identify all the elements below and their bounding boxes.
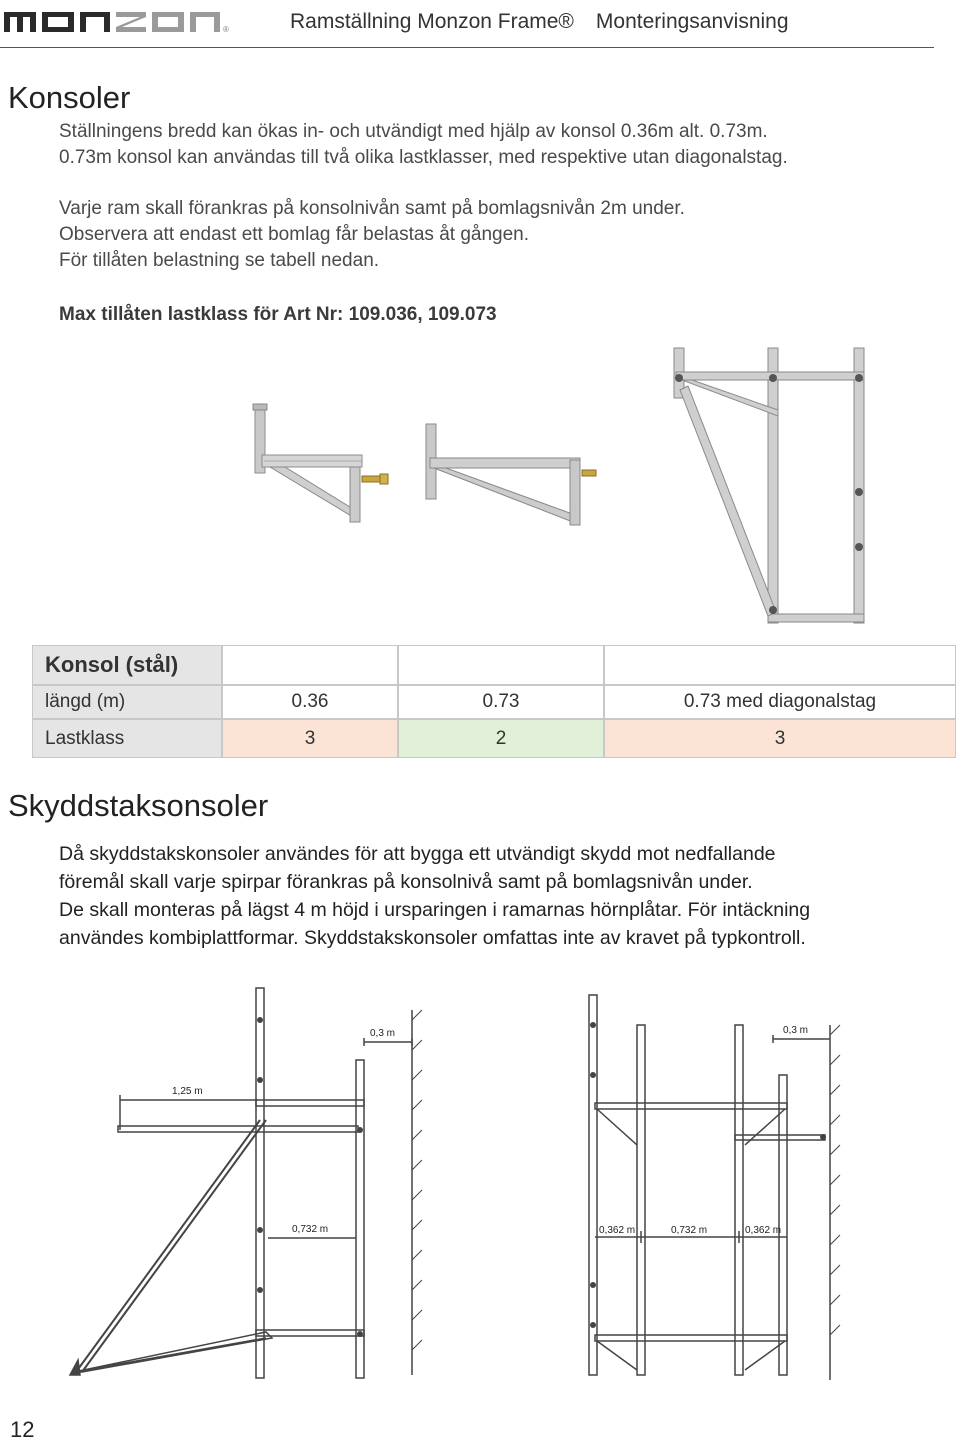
dim-label: 0,3 m	[370, 1028, 396, 1039]
text-line: Observera att endast ett bomlag får belastas åt gången.	[59, 224, 530, 245]
table-cell: 0.73 med diagonalstag	[604, 685, 956, 719]
text-line: De skall monteras på lägst 4 m höjd i ursparingen i ramarnas hörnplåtar. För intäckning	[59, 899, 811, 921]
dim-label: 0,732 m	[292, 1224, 329, 1235]
skyddstak-drawing-left	[60, 980, 450, 1380]
skyddstak-paragraph	[59, 840, 959, 952]
document-title	[290, 10, 789, 34]
header-divider	[0, 47, 934, 48]
text-line: 0.73m konsol kan användas till två olika lastklasser, med respektive utan diagonalstag.	[59, 147, 788, 168]
text-line: Då skyddstakskonsoler användes för att bygga ett utvändigt skydd mot nedfallande	[59, 843, 776, 865]
table-cell: 2	[398, 719, 604, 758]
dim-label: 0,3 m	[783, 1025, 809, 1036]
table-header-empty	[222, 645, 398, 685]
table-header-empty	[398, 645, 604, 685]
doc-title-name: Ramställning Monzon Frame®	[290, 10, 574, 33]
dim-label: 0,732 m	[671, 1225, 708, 1236]
text-line: föremål skall varje spirpar förankras på konsolnivå samt på bomlagsnivån under.	[59, 871, 753, 893]
max-load-label: Max tillåten lastklass för Art Nr: 109.036, 109.073	[59, 304, 497, 325]
console-073-image	[420, 420, 600, 530]
dim-label: 0,362 m	[745, 1225, 782, 1236]
text-line: Varje ram skall förankras på konsolnivån samt på bomlagsnivån 2m under.	[59, 198, 685, 219]
table-cell: 0.36	[222, 685, 398, 719]
table-row-label: längd (m)	[32, 685, 222, 719]
table-cell: 3	[222, 719, 398, 758]
dim-label: 0,362 m	[599, 1225, 636, 1236]
text-line: För tillåten belastning se tabell nedan.	[59, 250, 380, 271]
dim-label: 1,25 m	[172, 1086, 203, 1097]
text-line: Ställningens bredd kan ökas in- och utvändigt med hjälp av konsol 0.36m alt. 0.73m.	[59, 121, 768, 142]
monzon-logo	[4, 6, 240, 36]
svg-text:®: ®	[223, 25, 229, 34]
konsoler-paragraph-1	[59, 119, 939, 171]
table-cell: 0.73	[398, 685, 604, 719]
brand-text: monzon	[4, 6, 8, 7]
section-heading-konsoler: Konsoler	[8, 80, 131, 115]
table-cell: 3	[604, 719, 956, 758]
table-title: Konsol (stål)	[32, 645, 222, 685]
table-header-empty	[604, 645, 956, 685]
table-row-label: Lastklass	[32, 719, 222, 758]
doc-title-type: Monteringsanvisning	[595, 10, 789, 33]
page-number: 12	[10, 1417, 35, 1442]
section-heading-skyddstak: Skyddstaksonsoler	[8, 788, 269, 823]
konsol-table	[32, 645, 956, 758]
konsoler-paragraph-2	[59, 196, 939, 274]
console-073-diagonal-image	[668, 342, 880, 627]
skyddstak-drawing-right	[575, 985, 845, 1385]
console-036-image	[250, 400, 395, 525]
text-line: användes kombiplattformar. Skyddstakskonsoler omfattas inte av kravet på typkontroll.	[59, 927, 806, 949]
